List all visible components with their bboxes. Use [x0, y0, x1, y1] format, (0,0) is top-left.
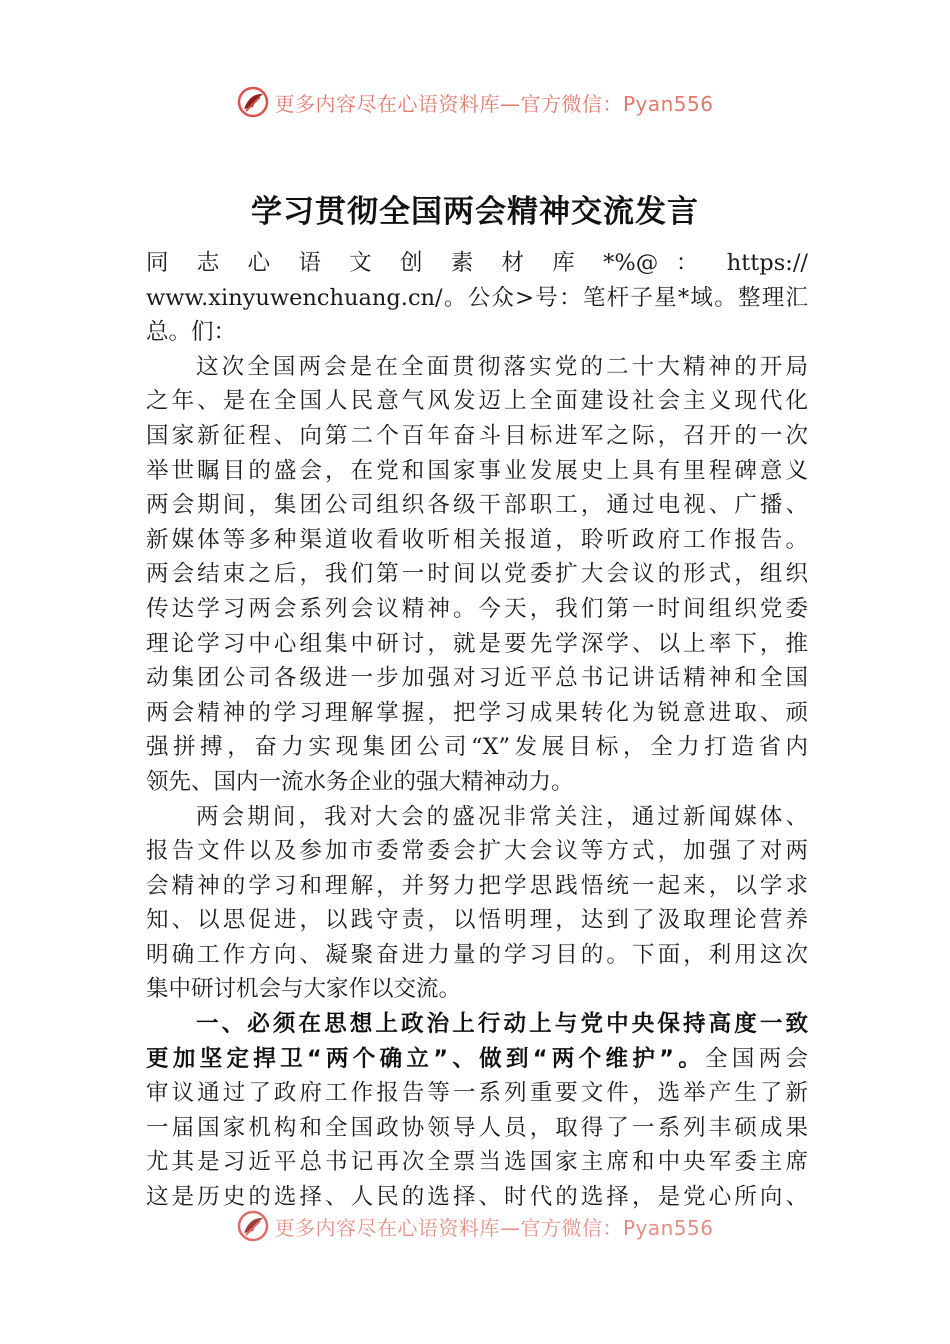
watermark-header — [0, 82, 950, 122]
section-heading-line — [146, 1007, 808, 1042]
body-line: 动集团公司各级进一步加强对习近平总书记讲话精神和全国 — [146, 665, 808, 692]
section-heading: 一、必须在思想上政治上行动上与党中央保持高度一致 — [196, 1011, 808, 1038]
body-line: 举世瞩目的盛会，在党和国家事业发展史上具有里程碑意义 — [146, 457, 808, 484]
document-title: 学习贯彻全国两会精神交流发言 — [251, 194, 699, 230]
body-line: 两会精神的学习理解掌握，把学习成果转化为锐意进取、顽 — [146, 699, 808, 726]
watermark-footer — [0, 1206, 950, 1246]
body-line: 这次全国两会是在全面贯彻落实党的二十大精神的开局 — [196, 353, 808, 380]
body-line: 集中研讨机会与大家作以交流。 — [146, 976, 462, 1003]
body-line: www.xinyuwenchuang.cn/。公众>号：笔杆子星*域。整理汇 — [146, 284, 808, 311]
body-line: 同 志 心 语 文 创 素 材 库 *%@ ： https:// — [146, 250, 808, 276]
body-line: 总。们： — [146, 319, 237, 346]
body-line: 新媒体等多种渠道收看收听相关报道，聆听政府工作报告。 — [146, 526, 808, 553]
body-line: 两会结束之后，我们第一时间以党委扩大会议的形式，组织 — [146, 561, 808, 588]
watermark-text: 更多内容尽在心语资料库—官方微信：Pyan556 — [274, 91, 714, 116]
body-line: 明确工作方向、凝聚奋进力量的学习目的。下面，利用这次 — [146, 941, 808, 968]
body-line: 一届国家机构和全国政协领导人员，取得了一系列丰硕成果 — [146, 1114, 808, 1141]
body-line — [146, 1042, 808, 1077]
body-line: 审议通过了政府工作报告等一系列重要文件，选举产生了新 — [146, 1080, 808, 1107]
body-line: 强拼搏，奋力实现集团公司“X”发展目标，全力打造省内 — [146, 734, 808, 761]
section-heading-continued: 更加坚定捍卫“两个确立”、做到“两个维护”。 — [146, 1045, 706, 1072]
body-line: 报告文件以及参加市委常委会扩大会议等方式，加强了对两 — [146, 838, 808, 865]
watermark-text: 更多内容尽在心语资料库—官方微信：Pyan556 — [274, 1215, 714, 1240]
body-line: 两会期间，我对大会的盛况非常关注，通过新闻媒体、 — [196, 803, 808, 830]
brand-logo-icon — [236, 85, 270, 119]
body-line: 这是历史的选择、人民的选择、时代的选择，是党心所向、 — [146, 1184, 808, 1211]
body-line: 两会期间，集团公司组织各级干部职工，通过电视、广播、 — [146, 492, 808, 519]
body-line: 之年、是在全国人民意气风发迈上全面建设社会主义现代化 — [146, 388, 808, 415]
body-line: 领先、国内一流水务企业的强大精神动力。 — [146, 768, 574, 795]
brand-logo-icon — [236, 1209, 270, 1243]
body-line: 理论学习中心组集中研讨，就是要先学深学、以上率下，推 — [146, 630, 808, 657]
body-line: 传达学习两会系列会议精神。今天，我们第一时间组织党委 — [146, 595, 808, 622]
document-body — [146, 246, 808, 1215]
body-line: 尤其是习近平总书记再次全票当选国家主席和中央军委主席 — [146, 1149, 808, 1176]
body-text-inline: 全国两会 — [705, 1045, 808, 1072]
body-line: 会精神的学习和理解，并努力把学思践悟统一起来，以学求 — [146, 872, 808, 899]
body-line: 国家新征程、向第二个百年奋斗目标进军之际，召开的一次 — [146, 422, 808, 449]
body-line: 知、以思促进，以践守责，以悟明理，达到了汲取理论营养 — [146, 907, 808, 934]
